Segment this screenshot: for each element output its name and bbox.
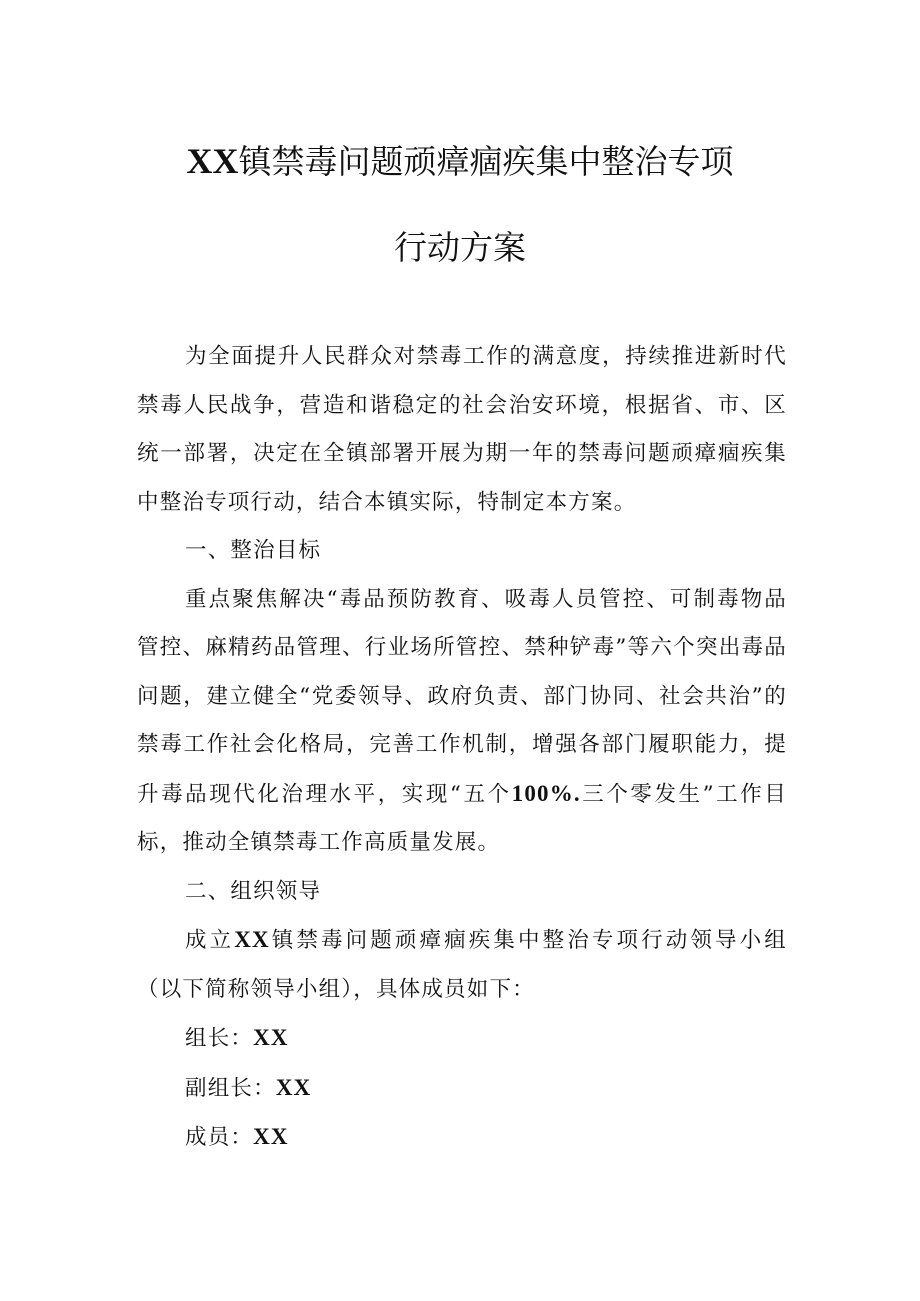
member-role: 组长：: [185, 1026, 254, 1051]
member-line-deputy: [137, 1064, 787, 1114]
section1-heading: 一、整治目标: [185, 538, 322, 563]
member-line-leader: [137, 1014, 787, 1064]
document-title-line1: [0, 141, 920, 182]
section2-text-pre: 成立: [185, 928, 235, 953]
member-role: 成员：: [185, 1125, 254, 1150]
section2-paragraph: [137, 916, 787, 1014]
member-line-members: [137, 1113, 787, 1163]
section2-town-placeholder: XX: [234, 927, 270, 952]
section2-heading: 二、组织领导: [185, 878, 322, 904]
section1-percentage: 100%.: [511, 780, 581, 806]
section1-paragraph: [137, 576, 787, 868]
title-town-placeholder: XX: [186, 141, 239, 181]
member-name: XX: [253, 1124, 289, 1149]
intro-paragraph: 为全面提升人民群众对禁毒工作的满意度，持续推进新时代禁毒人民战争，营造和谐稳定的社会治安环境，根据省、市、区统一部署，决定在全镇部署开展为期一年的禁毒问题顽瘴痼疾集中整治专项行动，结合本镇实际，特制定本方案。: [137, 344, 787, 515]
member-name: XX: [253, 1025, 289, 1050]
section1-text-part2: 三个零发生”工作目标，推动全镇禁毒工作高质量发展。: [137, 781, 787, 855]
section2-text-post: 镇禁毒问题顽瘴痼疾集中整治专项行动领导小组（以下简称领导小组），具体成员如下：: [137, 928, 787, 1002]
member-role: 副组长：: [185, 1075, 276, 1101]
section1-text-part1: 重点聚焦解决“毒品预防教育、吸毒人员管控、可制毒物品管控、麻精药品管理、行业场所管控、禁种铲毒”等六个突出毒品问题，建立健全“党委领导、政府负责、部门协同、社会共治”的禁毒工作社会化格局，完善工作机制，增强各部门履职能力，提升毒品现代化治理水平，实现“五个: [137, 586, 787, 807]
document-title-line2: 行动方案: [394, 228, 526, 267]
member-name: XX: [275, 1074, 312, 1100]
title-line1-text: 镇禁毒问题顽瘴痼疾集中整治专项: [238, 142, 734, 181]
document-body: [137, 333, 787, 1163]
